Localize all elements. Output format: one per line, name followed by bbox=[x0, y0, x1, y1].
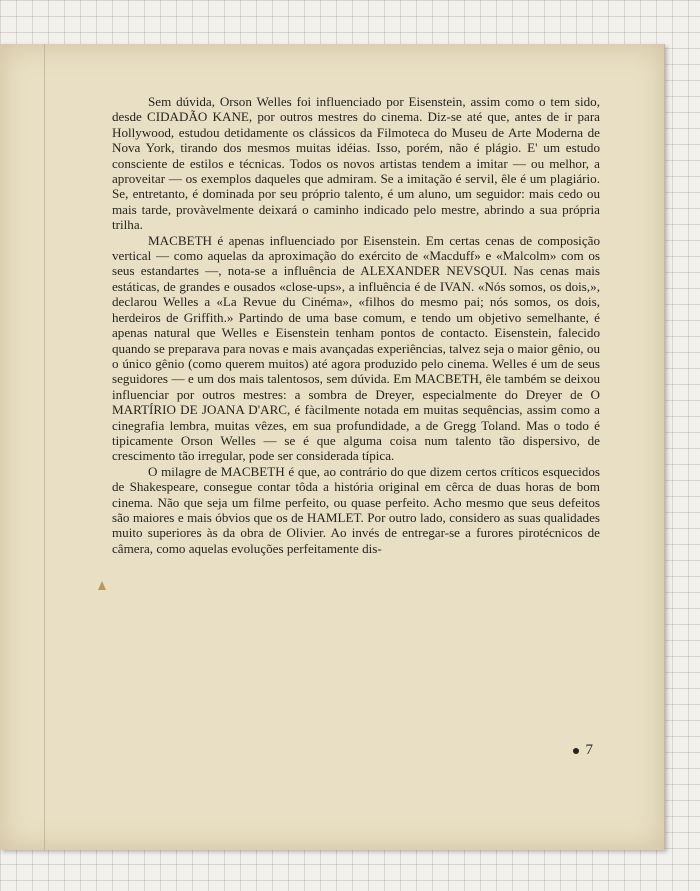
page-fold bbox=[44, 44, 46, 850]
paragraph-1: Sem dúvida, Orson Welles foi influenciado por Eisenstein, assim como o tem sido, desde CIDADÃO KANE, por outros mestres do cinema. Diz-se até que, antes de ir para Hollywood, estudou detidamente os clássicos da Filmoteca do Museu de Arte Moderna de Nova York, tirando dos mesmos muitas idéias. Isso, porém, não é plágio. E' um estudo consciente de estilos e técnicas. Todos os novos artistas tendem a imitar — ou melhor, a aproveitar — os exemplos daqueles que admiram. Se a imitação é servil, êle é um plagiário. Se, entretanto, é dominada por seu próprio talento, é um aluno, um seguidor: mais cedo ou mais tarde, provàvelmente deixará o caminho indicado pelo mestre, abrindo a sua própria trilha. bbox=[112, 94, 600, 233]
bullet-icon bbox=[573, 748, 579, 754]
page-number-value: 7 bbox=[585, 742, 594, 758]
paragraph-3: O milagre de MACBETH é que, ao contrário do que dizem certos críticos esquecidos de Shakespeare, consegue contar tôda a história original em cêrca de duas horas de bom cinema. Não que seja um filme perfeito, ou quase perfeito. Acho mesmo que seus defeitos são maiores e mais óbvios que os de HAMLET. Por outro lado, considero as suas qualidades muito superiores às da obra de Olivier. Ao invés de entregar-se a furores pirotécnicos de câmera, como aquelas evoluções perfeitamente dis- bbox=[112, 463, 600, 556]
text-column bbox=[112, 94, 600, 556]
page-number bbox=[573, 742, 595, 759]
book-page bbox=[0, 44, 665, 850]
paragraph-2: MACBETH é apenas influenciado por Eisenstein. Em certas cenas de composição vertical — como aquelas da aproximação do exército de «Macduff» e «Malcolm» com os seus estandartes —, nota-se a influência de ALEXANDER NEVSQUI. Nas cenas mais estáticas, de grandes e ousados «close-ups», a influência é de IVAN. «Nós somos, os dois,», declarou Welles a «La Revue du Cinéma», «filhos do mesmo pai; nós somos, os dois, herdeiros de Griffith.» Partindo de uma base comum, e tendo um objetivo semelhante, é apenas natural que Welles e Eisenstein tenham pontos de contacto. Eisenstein, falecido quando se preparava para novas e mais avançadas experiências, talvez seja o maior gênio, ou o único gênio (como querem muitos) até agora produzido pelo cinema. Welles é um de seus seguidores — e um dos mais talentosos, sem dúvida. Em MACBETH, êle também se deixou influenciar por outros mestres: a sombra de Dreyer, especialmente do Dreyer de O MARTÍRIO DE JOANA D'ARC, é fàcilmente notada em muitas sequências, assim como a cinegrafia lembra, muitas vêzes, em sua profundidade, a de Gregg Toland. Mas o todo é tipicamente Orson Welles — se é que alguma coisa num talento tão dispersivo, de crescimento tão irregular, pode ser considerada típica. bbox=[112, 232, 600, 464]
margin-mark-icon bbox=[98, 581, 106, 590]
